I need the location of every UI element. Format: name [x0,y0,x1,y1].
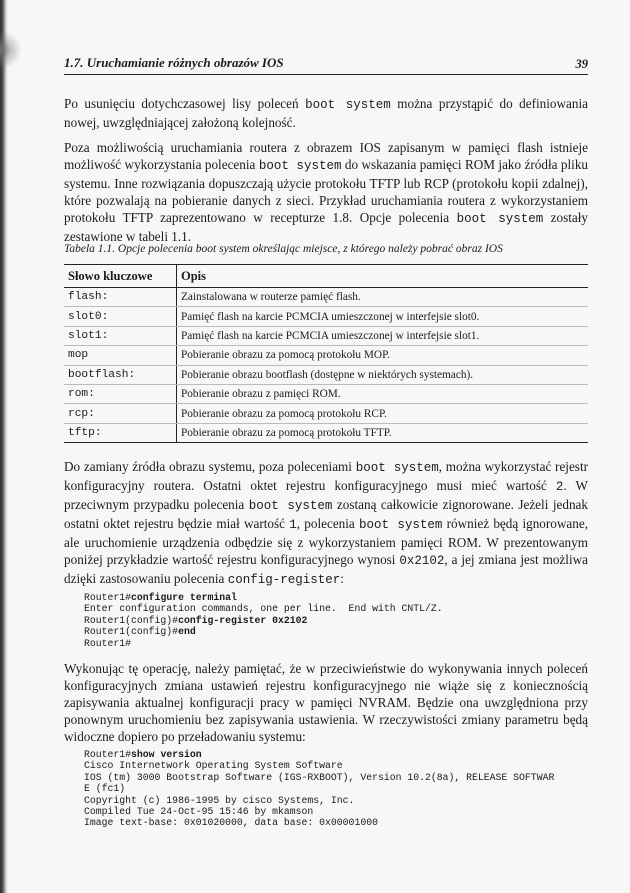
code-prompt: Router1(config)# [84,614,179,626]
code-command: config-register 0x2102 [178,614,308,626]
table-row [64,423,588,442]
table-row [64,307,588,326]
keyword-cell: rom: [64,384,177,403]
inline-code: 2 [555,480,564,494]
keyword-cell: slot0: [64,307,177,326]
paragraph-1 [64,95,588,131]
code-line: Image text-base: 0x01020000, data base: 0x00001000 [84,817,378,829]
table-row [64,365,588,384]
text-run: zostaną całkowicie zignorowane. Jeżeli jednak ostatni oktet rejestru będzie miał wartość [64,497,588,531]
keyword-cell: tftp: [64,423,177,442]
inline-code: boot system [456,212,544,226]
table-caption: Tabela 1.1. Opcje polecenia boot system określając miejsce, z którego należy pobrać obraz IOS [64,243,503,255]
table-row [64,404,588,423]
inline-code: boot system [359,518,443,532]
code-command: configure terminal [131,592,237,603]
paragraph-2 [64,139,588,245]
table-row [64,384,588,403]
description-cell: Zainstalowana w routerze pamięć flash. [177,288,589,307]
column-header-description: Opis [177,265,589,288]
code-line: Cisco Internetwork Operating System Software [84,760,343,772]
text-run: Poza możliwością uruchamiania routera z obrazem IOS zapisanym w pamięci flash istnieje możliwość wykorzystania polecenia [64,140,588,172]
inline-code: config-register [227,573,341,587]
text-run: , a jej zmiana jest możliwa dzięki zastosowaniu polecenia [64,552,588,586]
text-run: . W przeciwnym przypadku polecenia [64,478,588,512]
keyword-cell: flash: [64,288,177,307]
keyword-cell: rcp: [64,404,177,423]
paragraph-4: Wykonując tę operację, należy pamiętać, że w przeciwieństwie do wykonywania innych poleceń konfiguracyjnych zmiana ustawień rejestru konfiguracyjnego nie wiąże się z koniecznością zapisywania aktualnej konfiguracji pracy w pamięci NVRAM. Będzie ona uwzględniona przy ponownym uruchomieniu bez zapisywania ustawienia. W rzeczywistości zmiany parametru będą widoczne dopiero po przeładowaniu systemu: [64,661,588,744]
code-command: end [178,626,196,638]
text-run: do wskazania pamięci ROM jako źródła pliku systemu. Inne rozwiązania dopuszczają użycie protokołu TFTP lub RCP (protokołu kopii zdalnej), które pozwalają na pobieranie danych z sieci. Przykład uruchamiania routera z wykorzystaniem protokołu TFTP zaprezentowano w recepturze 1.8. Opcje polecenia [64,157,589,225]
code-line: IOS (tm) 3000 Bootstrap Software (IGS-RXBOOT), Version 10.2(8a), RELEASE SOFTWAR [84,771,555,783]
table-row [64,326,588,345]
description-cell: Pobieranie obrazu z pamięci ROM. [177,384,589,403]
code-prompt: Router1# [84,749,132,760]
inline-code: boot system [355,461,439,475]
page-header [64,52,588,75]
description-cell: Pobieranie obrazu za pomocą protokołu RCP. [177,404,589,423]
code-block-show-version [84,749,588,829]
inline-code: 1 [289,518,297,532]
code-line: Copyright (c) 1986-1995 by cisco Systems, Inc. [84,794,355,806]
inline-code: 0x2102 [399,554,445,568]
description-cell: Pamięć flash na karcie PCMCIA umieszczonej w interfejsie slot0. [177,307,589,326]
code-line: Compiled Tue 24-Oct-95 15:46 by mkamson [84,806,314,818]
description-cell: Pobieranie obrazu za pomocą protokołu TFTP. [177,423,589,442]
description-cell: Pamięć flash na karcie PCMCIA umieszczonej w interfejsie slot1. [177,326,589,345]
table-row [64,288,588,307]
text-run: można przystąpić do definiowania nowej, uwzględniającej założoną kolejność. [64,96,589,130]
description-cell: Pobieranie obrazu za pomocą protokołu MOP. [177,346,589,365]
inline-code: boot system [248,499,333,513]
text-run: , polecenia [296,516,359,531]
text-run: Po usunięciu dotychczasowej lisy poleceń [64,96,306,111]
page-number: 39 [575,57,588,71]
table-row [64,346,588,365]
inline-code: boot system [305,98,391,112]
text-run: Do zamiany źródła obrazu systemu, poza poleceniami [64,459,356,474]
running-title: 1.7. Uruchamianie różnych obrazów IOS [64,55,284,70]
keyword-cell: mop [64,346,177,365]
text-run: : [340,571,344,586]
keyword-cell: slot1: [64,326,177,345]
code-command: show version [131,749,202,760]
text-run: , można wykorzystać rejestr konfiguracyjny routera. Ostatni oktet rejestru konfiguracyjnego musi mieć wartość [64,459,588,493]
code-line: E (fc1) [84,783,126,795]
paragraph-3 [64,458,588,589]
description-cell: Pobieranie obrazu bootflash (dostępne w niektórych systemach). [177,365,589,384]
inline-code: boot system [258,159,342,173]
code-prompt: Router1# [84,592,132,603]
code-line: Router1# [84,637,132,649]
code-block-config [84,592,588,649]
boot-options-table [64,264,588,443]
scan-artifact [0,30,22,70]
code-line: Enter configuration commands, one per line. End with CNTL/Z. [84,603,443,615]
column-header-keyword: Słowo kluczowe [64,265,177,288]
text-run: zostały zestawione w tabeli 1.1. [64,210,588,244]
table-header-row [64,265,588,288]
scan-edge [0,0,8,893]
code-prompt: Router1(config)# [84,626,179,638]
keyword-cell: bootflash: [64,365,177,384]
text-run: również będą ignorowane, ale uruchomienie urządzenia odbędzie się z wykorzystaniem pamięci ROM. W prezentowanym poniżej przykładzie wartość rejestru konfiguracyjnego wynosi [64,516,589,567]
